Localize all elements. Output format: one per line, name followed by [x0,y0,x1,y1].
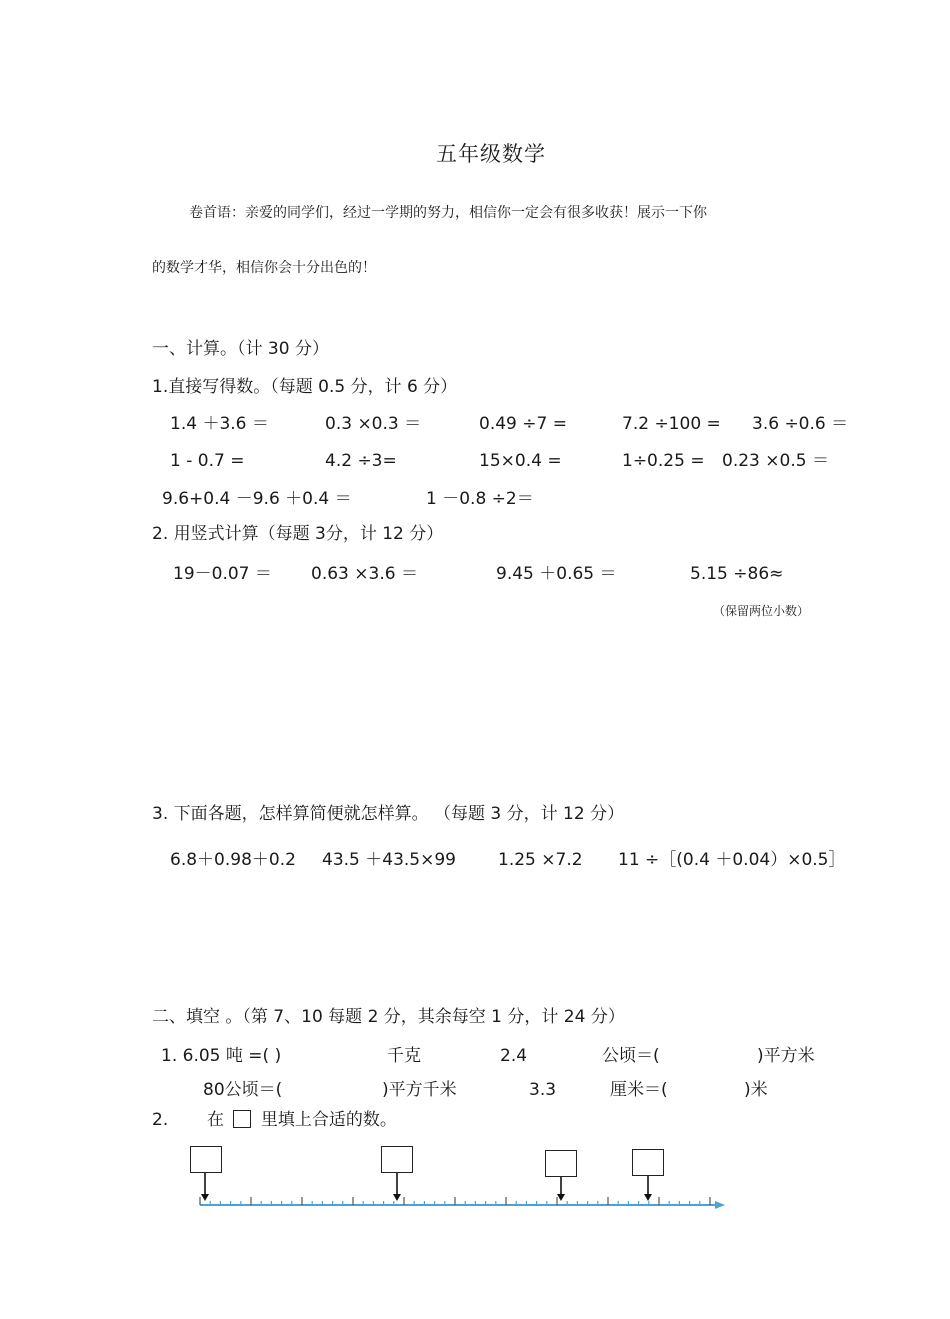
s2q2-pre: 在 [207,1110,225,1130]
pointer-arrowhead-icon [644,1194,652,1201]
q1-title: 1.直接写得数。（每题 0.5 分，计 6 分） [152,377,458,397]
q3-expr-4: 11 ÷［(0.4 ＋0.04）×0.5］ [618,850,846,870]
s2q2-line [152,1110,397,1129]
s2q2-post: 里填上合适的数。 [260,1110,397,1130]
q1-r2-expr-2: 4.2 ÷3= [325,451,397,471]
q1-r1-expr-5: 3.6 ÷0.6 ＝ [752,414,849,434]
s2q2-number: 2. [152,1110,169,1130]
s2q1-l1-b: 千克 [387,1046,421,1066]
s2q1-l1-e: )平方米 [757,1046,815,1066]
pointer-arrowhead-icon [557,1194,565,1201]
number-line-arrowhead [715,1201,725,1209]
q1-r1-expr-2: 0.3 ×0.3 ＝ [325,414,422,434]
pointer-arrowhead-icon [393,1194,401,1201]
s2q1-l1-d: 公顷＝( [602,1046,660,1066]
q2-expr-3: 9.45 ＋0.65 ＝ [496,564,617,584]
q1-r1-expr-3: 0.49 ÷7 = [479,414,567,434]
s2q1-l2-e: )米 [744,1080,768,1100]
q1-r3-expr-2: 1 －0.8 ÷2＝ [426,489,534,509]
q2-rounding-note: （保留两位小数） [713,604,810,618]
s2q1-l1-c: 2.4 [500,1046,528,1066]
q1-r3-expr-1: 9.6+0.4 －9.6 ＋0.4 ＝ [162,489,352,509]
s2q1-l2-b: )平方千米 [382,1080,457,1100]
q1-r1-expr-4: 7.2 ÷100 = [622,414,721,434]
q3-expr-2: 43.5 ＋43.5×99 [322,850,456,870]
q1-r1-expr-1: 1.4 ＋3.6 ＝ [170,414,269,434]
q2-expr-4: 5.15 ÷86≈ [690,564,784,584]
intro-line-1: 卷首语：亲爱的同学们，经过一学期的努力，相信你一定会有很多收获！展示一下你 [189,205,707,221]
q1-r2-expr-5: 0.23 ×0.5 ＝ [722,451,829,471]
q2-expr-2: 0.63 ×3.6 ＝ [311,564,418,584]
q1-r2-expr-4: 1÷0.25 = [622,451,705,471]
number-line [190,1140,740,1215]
q2-expr-1: 19－0.07 ＝ [173,564,272,584]
q3-expr-3: 1.25 ×7.2 [498,850,583,870]
s2q1-l2-d: 厘米＝( [610,1080,668,1100]
page-title: 五年级数学 [436,142,546,166]
intro-line-2: 的数学才华，相信你会十分出色的！ [152,260,376,276]
s2q1-l2-c: 3.3 [529,1080,557,1100]
q2-title: 2. 用竖式计算（每题 3分，计 12 分） [152,524,444,544]
answer-box-icon [233,1110,251,1128]
pointer-arrowhead-icon [201,1194,209,1201]
q1-r2-expr-3: 15×0.4 = [479,451,562,471]
s2q1-l2-a: 80公顷＝( [203,1080,283,1100]
q3-expr-1: 6.8＋0.98＋0.2 [170,850,296,870]
q3-title: 3. 下面各题，怎样算简便就怎样算。 （每题 3 分，计 12 分） [152,804,625,824]
s2q1-l1-a: 1. 6.05 吨 =( ) [161,1046,282,1066]
q1-r2-expr-1: 1 - 0.7 = [170,451,245,471]
section2-heading: 二、填空 。（第 7、10 每题 2 分，其余每空 1 分，计 24 分） [152,1007,625,1027]
section1-heading: 一、计算。（计 30 分） [152,339,329,359]
